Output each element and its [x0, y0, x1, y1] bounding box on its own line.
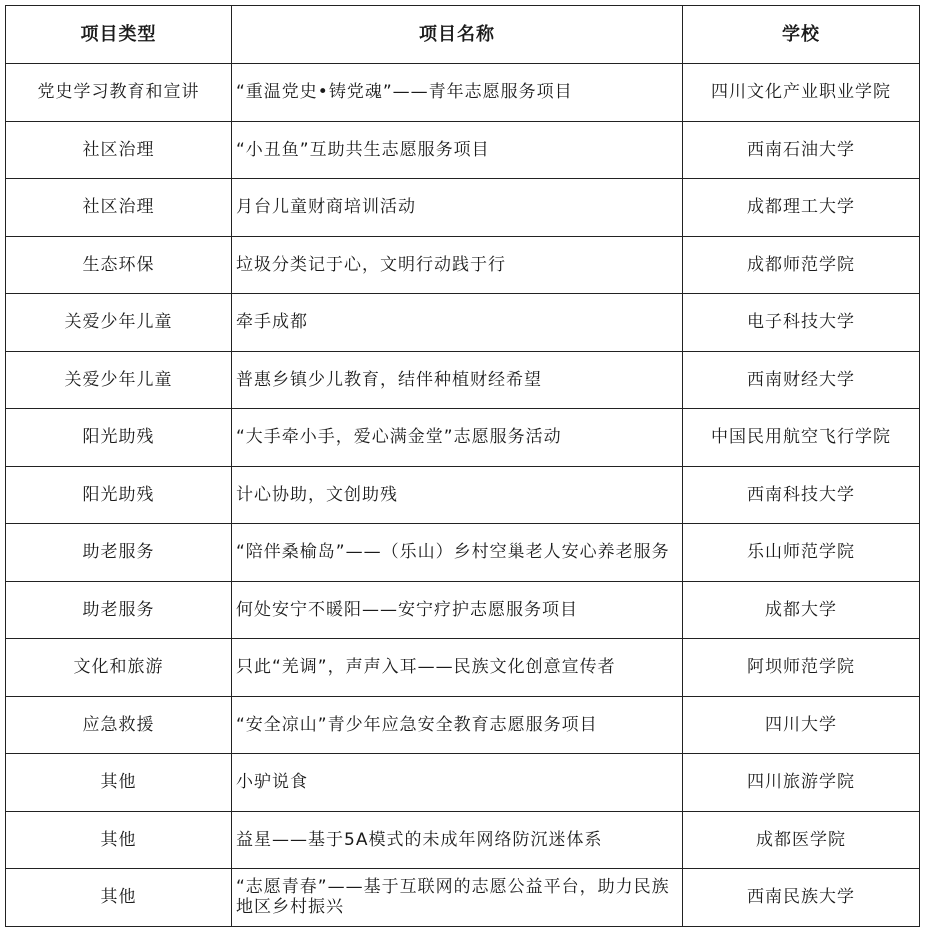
cell-project-type: 社区治理 — [6, 121, 232, 179]
cell-project-type: 生态环保 — [6, 236, 232, 294]
cell-project-name: 何处安宁不暖阳——安宁疗护志愿服务项目 — [232, 581, 683, 639]
table-row — [6, 811, 920, 869]
cell-school: 乐山师范学院 — [683, 524, 920, 582]
cell-project-name: “小丑鱼”互助共生志愿服务项目 — [232, 121, 683, 179]
table-row — [6, 179, 920, 237]
cell-school: 成都师范学院 — [683, 236, 920, 294]
cell-project-name: 只此“羌调”，声声入耳——民族文化创意宣传者 — [232, 639, 683, 697]
cell-school: 四川大学 — [683, 696, 920, 754]
cell-project-type: 社区治理 — [6, 179, 232, 237]
table-row — [6, 64, 920, 122]
cell-school: 西南财经大学 — [683, 351, 920, 409]
table-row — [6, 294, 920, 352]
cell-project-name: 月台儿童财商培训活动 — [232, 179, 683, 237]
cell-project-type: 关爱少年儿童 — [6, 351, 232, 409]
cell-school: 四川旅游学院 — [683, 754, 920, 812]
table-row — [6, 409, 920, 467]
cell-school: 电子科技大学 — [683, 294, 920, 352]
cell-school: 阿坝师范学院 — [683, 639, 920, 697]
cell-project-type: 文化和旅游 — [6, 639, 232, 697]
project-table — [5, 5, 920, 927]
cell-project-type: 党史学习教育和宣讲 — [6, 64, 232, 122]
cell-project-type: 关爱少年儿童 — [6, 294, 232, 352]
header-project-type: 项目类型 — [6, 6, 232, 64]
table-row — [6, 236, 920, 294]
cell-project-type: 助老服务 — [6, 524, 232, 582]
cell-project-name: “大手牵小手，爱心满金堂”志愿服务活动 — [232, 409, 683, 467]
table-row — [6, 466, 920, 524]
cell-project-name: 牵手成都 — [232, 294, 683, 352]
cell-project-type: 其他 — [6, 869, 232, 927]
cell-school: 西南民族大学 — [683, 869, 920, 927]
table-row — [6, 351, 920, 409]
cell-project-name: “志愿青春”——基于互联网的志愿公益平台，助力民族地区乡村振兴 — [232, 869, 683, 927]
cell-project-type: 其他 — [6, 754, 232, 812]
header-school: 学校 — [683, 6, 920, 64]
cell-school: 西南科技大学 — [683, 466, 920, 524]
cell-school: 成都大学 — [683, 581, 920, 639]
cell-project-name: 益星——基于5A模式的未成年网络防沉迷体系 — [232, 811, 683, 869]
cell-project-name: 普惠乡镇少儿教育，结伴种植财经希望 — [232, 351, 683, 409]
cell-school: 中国民用航空飞行学院 — [683, 409, 920, 467]
cell-project-name: 垃圾分类记于心，文明行动践于行 — [232, 236, 683, 294]
cell-project-name: “安全凉山”青少年应急安全教育志愿服务项目 — [232, 696, 683, 754]
cell-project-type: 阳光助残 — [6, 466, 232, 524]
table-header-row — [6, 6, 920, 64]
table-row — [6, 754, 920, 812]
table-row — [6, 121, 920, 179]
cell-school: 成都医学院 — [683, 811, 920, 869]
cell-project-type: 阳光助残 — [6, 409, 232, 467]
table-row — [6, 869, 920, 927]
table-row — [6, 696, 920, 754]
cell-project-type: 其他 — [6, 811, 232, 869]
cell-project-type: 助老服务 — [6, 581, 232, 639]
cell-project-name: 小驴说食 — [232, 754, 683, 812]
cell-school: 西南石油大学 — [683, 121, 920, 179]
cell-school: 成都理工大学 — [683, 179, 920, 237]
table-row — [6, 524, 920, 582]
header-project-name: 项目名称 — [232, 6, 683, 64]
cell-school: 四川文化产业职业学院 — [683, 64, 920, 122]
cell-project-name: “陪伴桑榆岛”——（乐山）乡村空巢老人安心养老服务 — [232, 524, 683, 582]
cell-project-name: 计心协助，文创助残 — [232, 466, 683, 524]
cell-project-name: “重温党史•铸党魂”——青年志愿服务项目 — [232, 64, 683, 122]
table-row — [6, 639, 920, 697]
project-table-container — [5, 5, 919, 927]
cell-project-type: 应急救援 — [6, 696, 232, 754]
table-row — [6, 581, 920, 639]
